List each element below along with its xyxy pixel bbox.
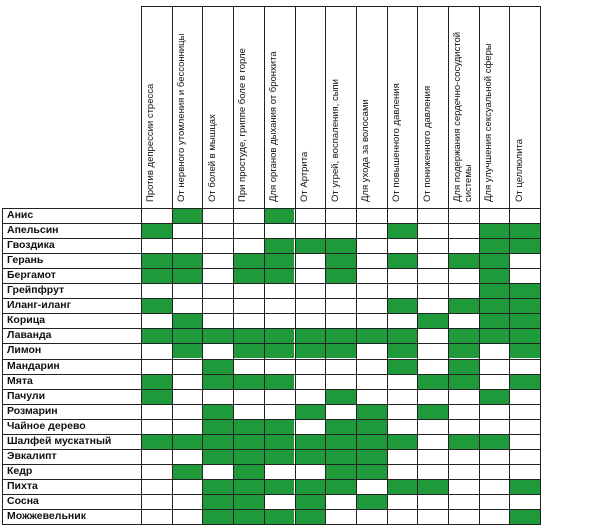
marked-cell xyxy=(418,314,448,328)
marked-cell xyxy=(142,254,172,268)
grid-line xyxy=(2,223,540,224)
marked-cell xyxy=(388,329,418,343)
row-label: Иланг-иланг xyxy=(7,299,71,312)
row-label: Корица xyxy=(7,314,46,327)
marked-cell xyxy=(510,224,540,238)
marked-cell xyxy=(388,344,418,358)
marked-cell xyxy=(510,299,540,313)
grid-line xyxy=(2,343,540,344)
marked-cell xyxy=(234,480,264,494)
marked-cell xyxy=(296,435,326,449)
marked-cell xyxy=(449,329,479,343)
marked-cell xyxy=(265,209,295,223)
grid-line xyxy=(2,479,540,480)
column-header xyxy=(479,6,510,208)
marked-cell xyxy=(234,329,264,343)
column-header-label: От повышенного давления xyxy=(390,83,402,202)
row-label: Сосна xyxy=(7,494,39,507)
marked-cell xyxy=(142,435,172,449)
column-header-label: От угрей, воспаления, сыпи xyxy=(329,79,341,202)
marked-cell xyxy=(480,239,510,253)
marked-cell xyxy=(449,435,479,449)
grid-line xyxy=(2,419,540,420)
row-label: Анис xyxy=(7,209,34,221)
marked-cell xyxy=(326,435,356,449)
column-header xyxy=(356,6,387,208)
column-header-label: Для ухода за волосами xyxy=(360,99,372,202)
column-header-label: При простуде, гриппе боле в горле xyxy=(237,48,249,202)
marked-cell xyxy=(296,480,326,494)
marked-cell xyxy=(234,254,264,268)
grid-line xyxy=(479,6,480,525)
marked-cell xyxy=(326,420,356,434)
column-header-label: Для органов дыхания от бронхита xyxy=(268,51,280,202)
marked-cell xyxy=(173,269,203,283)
marked-cell xyxy=(449,254,479,268)
grid-line xyxy=(356,6,357,525)
marked-cell xyxy=(480,254,510,268)
grid-line xyxy=(325,6,326,525)
grid-line xyxy=(2,208,540,209)
marked-cell xyxy=(357,329,387,343)
column-header xyxy=(509,6,540,208)
marked-cell xyxy=(510,375,540,389)
grid-line xyxy=(2,509,540,510)
grid-line xyxy=(2,238,540,239)
column-header-label: Для улучшения сексуальной сферы xyxy=(483,43,495,202)
marked-cell xyxy=(357,405,387,419)
column-header-label: Для подержания сердечно-сосудистой системы xyxy=(452,31,475,202)
marked-cell xyxy=(265,344,295,358)
marked-cell xyxy=(234,420,264,434)
marked-cell xyxy=(357,495,387,509)
marked-cell xyxy=(265,269,295,283)
column-header xyxy=(141,6,172,208)
marked-cell xyxy=(480,299,510,313)
marked-cell xyxy=(265,375,295,389)
row-label: Пихта xyxy=(7,479,38,492)
marked-cell xyxy=(326,390,356,404)
marked-cell xyxy=(203,435,233,449)
marked-cell xyxy=(203,480,233,494)
marked-cell xyxy=(173,465,203,479)
column-header-label: Против депрессии стресса xyxy=(145,83,157,202)
grid-line xyxy=(2,298,540,299)
marked-cell xyxy=(480,314,510,328)
marked-cell xyxy=(142,390,172,404)
marked-cell xyxy=(265,435,295,449)
row-label: Герань xyxy=(7,254,44,267)
marked-cell xyxy=(173,329,203,343)
grid-line xyxy=(2,208,3,524)
marked-cell xyxy=(449,375,479,389)
column-header-label: От пониженного давления xyxy=(421,85,433,202)
row-label: Мята xyxy=(7,374,33,387)
marked-cell xyxy=(296,495,326,509)
marked-cell xyxy=(326,344,356,358)
row-label: Мандарин xyxy=(7,359,60,372)
column-header xyxy=(172,6,203,208)
row-label: Лимон xyxy=(7,344,42,357)
marked-cell xyxy=(234,510,264,524)
marked-cell xyxy=(265,450,295,464)
marked-cell xyxy=(142,329,172,343)
row-label: Розмарин xyxy=(7,404,58,417)
marked-cell xyxy=(326,269,356,283)
marked-cell xyxy=(142,375,172,389)
marked-cell xyxy=(418,405,448,419)
marked-cell xyxy=(173,435,203,449)
grid-line xyxy=(295,6,296,525)
marked-cell xyxy=(480,269,510,283)
grid-line xyxy=(141,6,540,7)
row-label: Бергамот xyxy=(7,269,56,282)
row-label: Эвкалипт xyxy=(7,449,57,462)
marked-cell xyxy=(326,254,356,268)
marked-cell xyxy=(326,239,356,253)
grid-line xyxy=(2,328,540,329)
marked-cell xyxy=(326,329,356,343)
row-label: Чайное дерево xyxy=(7,419,86,432)
marked-cell xyxy=(357,465,387,479)
marked-cell xyxy=(326,450,356,464)
grid-line xyxy=(233,6,234,525)
marked-cell xyxy=(296,329,326,343)
marked-cell xyxy=(234,495,264,509)
grid-line xyxy=(2,268,540,269)
marked-cell xyxy=(510,284,540,298)
column-header xyxy=(417,6,448,208)
marked-cell xyxy=(265,254,295,268)
grid-line xyxy=(2,359,540,360)
grid-line xyxy=(2,313,540,314)
marked-cell xyxy=(142,299,172,313)
grid-line xyxy=(2,434,540,435)
marked-cell xyxy=(234,450,264,464)
grid-line xyxy=(540,6,541,525)
marked-cell xyxy=(265,420,295,434)
marked-cell xyxy=(265,510,295,524)
column-header-label: От целлюлита xyxy=(513,138,525,202)
grid-line xyxy=(2,283,540,284)
marked-cell xyxy=(480,224,510,238)
marked-cell xyxy=(510,329,540,343)
marked-cell xyxy=(173,254,203,268)
marked-cell xyxy=(480,435,510,449)
marked-cell xyxy=(203,495,233,509)
marked-cell xyxy=(449,299,479,313)
marked-cell xyxy=(510,510,540,524)
grid-line xyxy=(141,6,142,525)
grid-line xyxy=(2,389,540,390)
marked-cell xyxy=(418,375,448,389)
marked-cell xyxy=(510,480,540,494)
marked-cell xyxy=(326,465,356,479)
marked-cell xyxy=(173,209,203,223)
row-label: Апельсин xyxy=(7,224,59,237)
marked-cell xyxy=(510,314,540,328)
marked-cell xyxy=(234,344,264,358)
marked-cell xyxy=(296,450,326,464)
marked-cell xyxy=(203,375,233,389)
marked-cell xyxy=(388,480,418,494)
marked-cell xyxy=(142,269,172,283)
marked-cell xyxy=(265,239,295,253)
marked-cell xyxy=(203,450,233,464)
marked-cell xyxy=(418,480,448,494)
grid-line xyxy=(2,404,540,405)
marked-cell xyxy=(480,329,510,343)
marked-cell xyxy=(296,510,326,524)
column-header-label: От Артрита xyxy=(298,151,310,202)
marked-cell xyxy=(388,299,418,313)
marked-cell xyxy=(388,224,418,238)
grid-line xyxy=(2,253,540,254)
marked-cell xyxy=(510,239,540,253)
marked-cell xyxy=(265,329,295,343)
marked-cell xyxy=(234,435,264,449)
grid-line xyxy=(417,6,418,525)
marked-cell xyxy=(234,465,264,479)
marked-cell xyxy=(510,344,540,358)
column-header-label: От болей в мышцах xyxy=(206,114,218,202)
column-header xyxy=(295,6,326,208)
marked-cell xyxy=(203,360,233,374)
column-header-label: От нервного утомления и бессонницы xyxy=(176,33,188,202)
marked-cell xyxy=(357,435,387,449)
row-label: Гвоздика xyxy=(7,239,55,252)
column-header xyxy=(202,6,233,208)
marked-cell xyxy=(388,435,418,449)
grid-line xyxy=(2,464,540,465)
row-label: Можжевельник xyxy=(7,510,86,522)
marked-cell xyxy=(296,344,326,358)
marked-cell xyxy=(326,480,356,494)
grid-line xyxy=(448,6,449,525)
marked-cell xyxy=(449,360,479,374)
grid-line xyxy=(387,6,388,525)
column-header xyxy=(387,6,418,208)
column-header xyxy=(325,6,356,208)
grid-line xyxy=(2,449,540,450)
grid-line xyxy=(2,524,540,525)
row-label: Шалфей мускатный xyxy=(7,434,112,447)
marked-cell xyxy=(265,480,295,494)
grid-line xyxy=(509,6,510,525)
row-label: Лаванда xyxy=(7,329,52,342)
marked-cell xyxy=(480,284,510,298)
marked-cell xyxy=(203,329,233,343)
marked-cell xyxy=(234,269,264,283)
row-label: Пачули xyxy=(7,389,46,402)
grid-line xyxy=(2,374,540,375)
marked-cell xyxy=(449,344,479,358)
marked-cell xyxy=(173,344,203,358)
marked-cell xyxy=(203,420,233,434)
marked-cell xyxy=(234,375,264,389)
grid-line xyxy=(2,494,540,495)
marked-cell xyxy=(203,510,233,524)
column-header xyxy=(233,6,264,208)
row-label: Кедр xyxy=(7,464,33,477)
column-header xyxy=(448,6,479,208)
grid-line xyxy=(202,6,203,525)
grid-line xyxy=(264,6,265,525)
marked-cell xyxy=(357,420,387,434)
marked-cell xyxy=(388,254,418,268)
row-label: Грейпфрут xyxy=(7,284,65,297)
marked-cell xyxy=(296,405,326,419)
marked-cell xyxy=(480,390,510,404)
marked-cell xyxy=(203,405,233,419)
marked-cell xyxy=(142,224,172,238)
grid-line xyxy=(172,6,173,525)
marked-cell xyxy=(357,450,387,464)
marked-cell xyxy=(296,239,326,253)
marked-cell xyxy=(388,360,418,374)
column-header xyxy=(264,6,295,208)
marked-cell xyxy=(173,314,203,328)
